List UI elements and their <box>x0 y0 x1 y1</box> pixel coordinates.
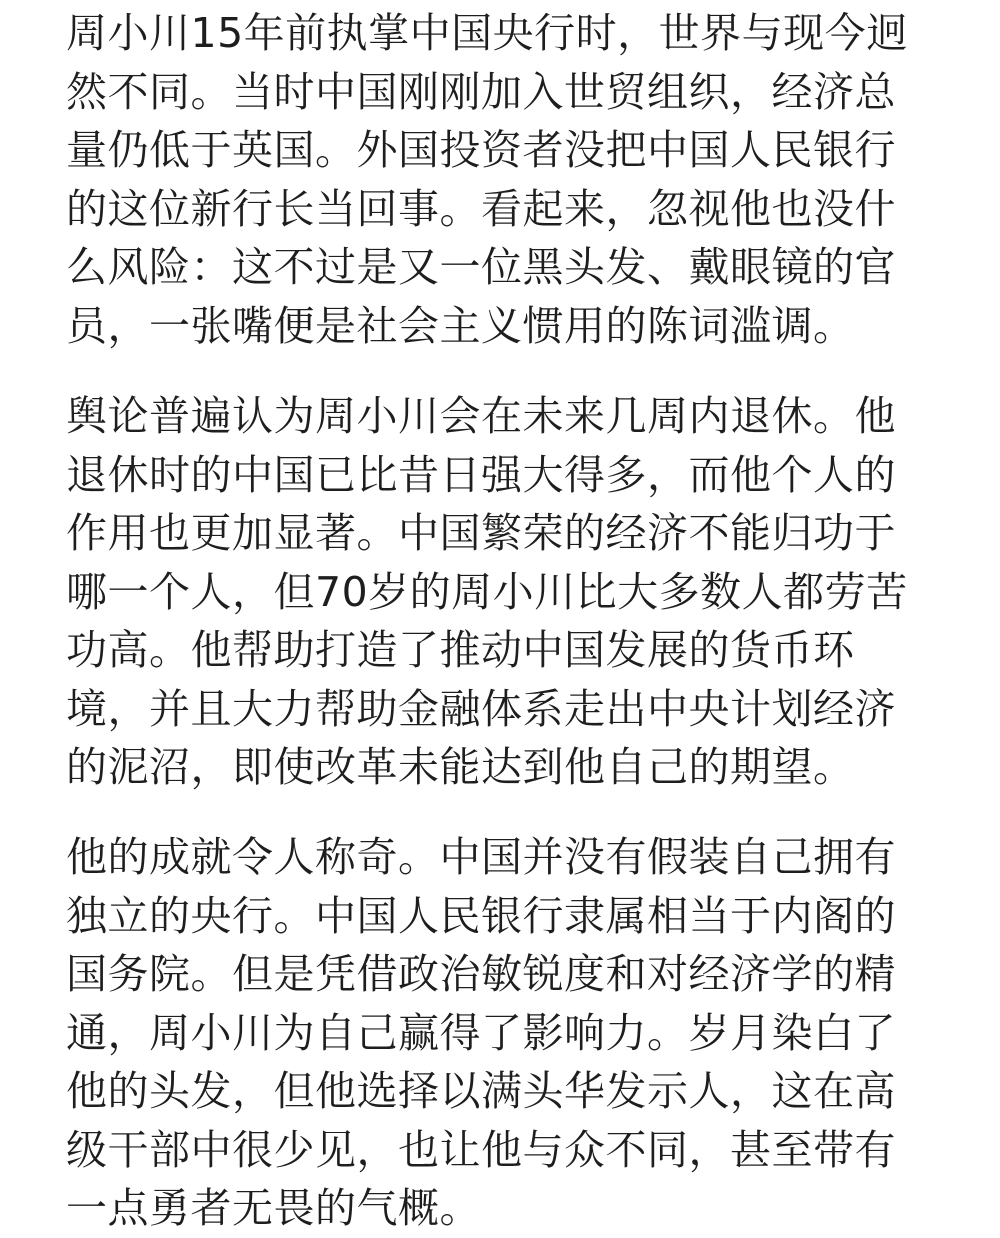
text-line: 通，周小川为自己赢得了影响力。岁月染白了 <box>66 1008 896 1057</box>
text-line: 么风险：这不过是又一位黑头发、戴眼镜的官 <box>66 243 896 291</box>
text-line: 独立的央行。中国人民银行隶属相当于内阁的 <box>66 891 896 940</box>
text-line: 哪一个人，但70岁的周小川比大多数人都劳苦 <box>66 567 908 616</box>
paragraph-2 <box>66 387 908 797</box>
text-line: 作用也更加显著。中国繁荣的经济不能归功于 <box>66 509 896 557</box>
text-line: 退休时的中国已比昔日强大得多，而他个人的 <box>66 450 896 499</box>
text-line: 国务院。但是凭借政治敏锐度和对经济学的精 <box>66 950 896 998</box>
text-line: 然不同。当时中国刚刚加入世贸组织，经济总 <box>66 67 896 116</box>
text-line: 功高。他帮助打造了推动中国发展的货币环 <box>66 626 855 674</box>
text-line: 的这位新行长当回事。看起来，忽视他也没什 <box>66 184 896 233</box>
text-line: 一点勇者无畏的气概。 <box>66 1184 481 1232</box>
text-line: 员，一张嘴便是社会主义惯用的陈词滥调。 <box>66 301 855 350</box>
text-line: 境，并且大力帮助金融体系走出中央计划经济 <box>66 684 896 733</box>
text-line: 周小川15年前执掌中国央行时，世界与现今迥 <box>66 9 908 57</box>
text-line: 量仍低于英国。外国投资者没把中国人民银行 <box>66 126 896 174</box>
text-line: 级干部中很少见，也让他与众不同，甚至带有 <box>66 1125 896 1174</box>
text-line: 他的头发，但他选择以满头华发示人，这在高 <box>66 1067 896 1115</box>
text-line: 的泥沼，即使改革未能达到他自己的期望。 <box>66 743 855 791</box>
text-line: 舆论普遍认为周小川会在未来几周内退休。他 <box>66 392 896 440</box>
paragraph-3 <box>66 828 896 1238</box>
text-line: 他的成就令人称奇。中国并没有假装自己拥有 <box>66 833 896 881</box>
paragraph-1 <box>66 4 908 355</box>
